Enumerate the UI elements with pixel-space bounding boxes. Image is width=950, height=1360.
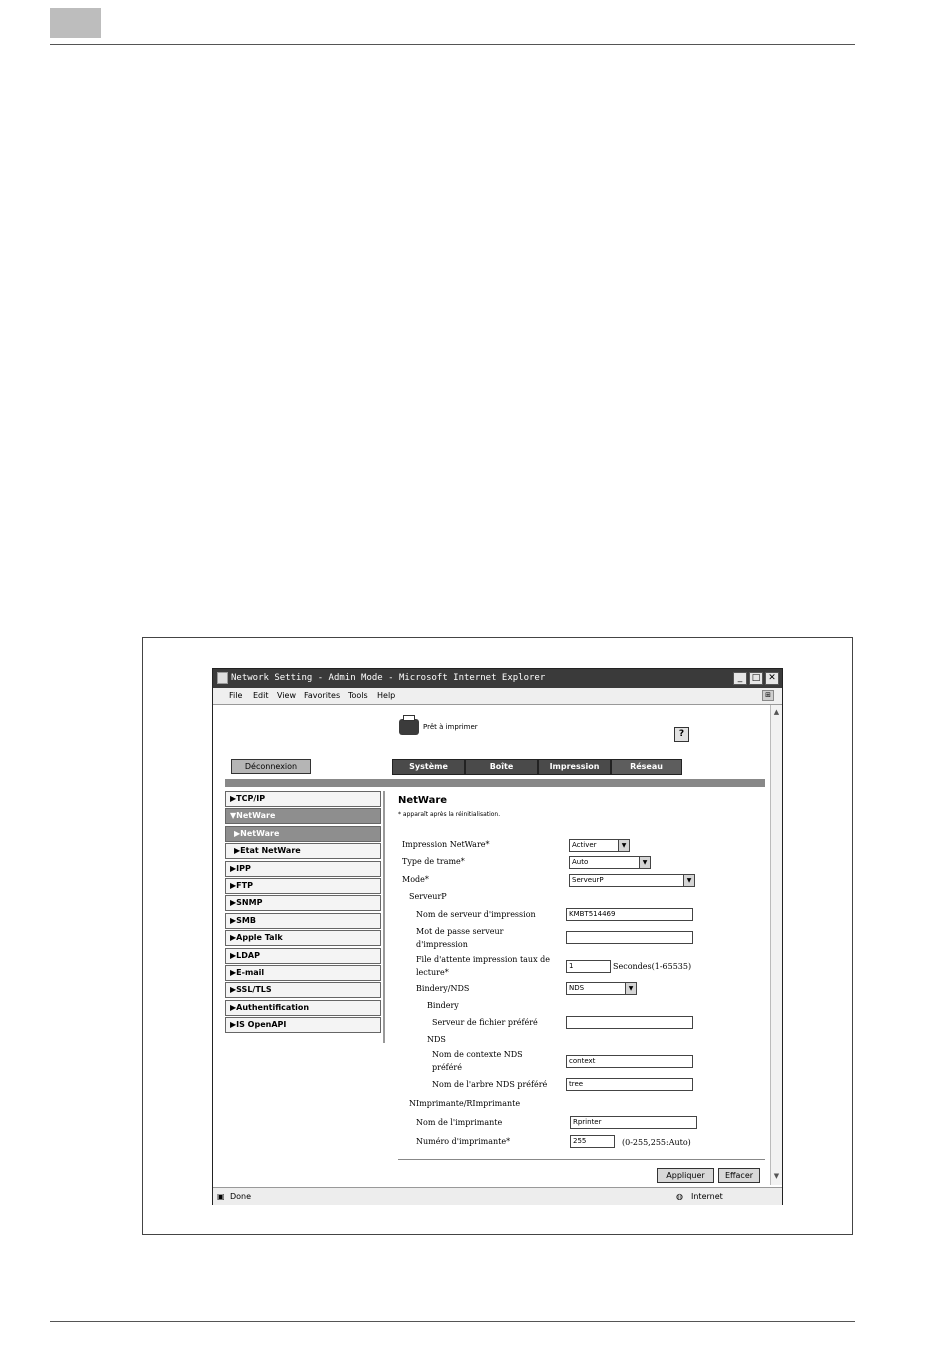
page-content [213, 705, 770, 1185]
file-attente-label-line1: File d'attente impression taux de [416, 955, 550, 964]
nom-serveur-label: Nom de serveur d'impression [416, 910, 536, 919]
header-divider-bar [225, 779, 765, 787]
mot-passe-label-line1: Mot de passe serveur [416, 927, 504, 936]
chevron-down-icon: ▼ [683, 875, 694, 886]
form-divider [398, 1159, 765, 1160]
tab-systeme[interactable]: Système [392, 759, 465, 775]
scroll-up-icon[interactable]: ▲ [773, 708, 780, 716]
globe-icon: ◍ [676, 1192, 683, 1201]
scroll-down-icon[interactable]: ▼ [773, 1172, 780, 1180]
menu-tools[interactable]: Tools [348, 691, 368, 700]
menu-edit[interactable]: Edit [253, 691, 269, 700]
tab-boite[interactable]: Boîte [465, 759, 538, 775]
arbre-nds-input[interactable]: tree [566, 1078, 693, 1091]
numero-imprimante-label: Numéro d'imprimante* [416, 1137, 511, 1146]
type-trame-value: Auto [572, 858, 589, 866]
impression-netware-value: Activer [572, 841, 597, 849]
sidebar-item-snmp[interactable]: ▶SNMP [225, 895, 381, 911]
file-attente-label-line2: lecture* [416, 968, 449, 977]
sidebar-item-smb[interactable]: ▶SMB [225, 913, 381, 929]
sidebar-item-netware[interactable]: ▼NetWare [225, 808, 381, 824]
tab-impression[interactable]: Impression [538, 759, 611, 775]
vertical-scrollbar[interactable] [770, 705, 782, 1185]
mot-passe-input[interactable] [566, 931, 693, 944]
window-title: Network Setting - Admin Mode - Microsoft Internet Explorer [231, 673, 546, 683]
ie-window-icon [217, 672, 228, 684]
browser-window [212, 668, 783, 1205]
section-nimprimante: NImprimante/RImprimante [409, 1099, 521, 1108]
zone-text: Internet [691, 1192, 723, 1201]
sidebar-subitem-netware[interactable]: ▶NetWare [225, 826, 381, 842]
mode-value: ServeurP [572, 876, 604, 884]
sidebar-item-authentification[interactable]: ▶Authentification [225, 1000, 381, 1016]
menu-favorites[interactable]: Favorites [304, 691, 341, 700]
minimize-icon[interactable]: _ [733, 672, 747, 685]
section-serveurp: ServeurP [409, 892, 447, 901]
numero-imprimante-hint: (0-255,255:Auto) [622, 1138, 691, 1147]
tab-reseau[interactable]: Réseau [611, 759, 682, 775]
chevron-down-icon: ▼ [639, 857, 650, 868]
menu-file[interactable]: File [229, 691, 243, 700]
sidebar-item-ftp[interactable]: ▶FTP [225, 878, 381, 894]
maximize-icon[interactable]: □ [749, 672, 763, 685]
bindery-nds-label: Bindery/NDS [416, 984, 470, 993]
bindery-nds-select[interactable] [566, 982, 637, 995]
bindery-nds-value: NDS [569, 984, 585, 992]
mode-select[interactable] [569, 874, 695, 887]
chevron-down-icon: ▼ [618, 840, 629, 851]
sidebar-item-apple-talk[interactable]: ▶Apple Talk [225, 930, 381, 946]
status-bar [213, 1187, 782, 1205]
serveur-fichier-label: Serveur de fichier préféré [432, 1018, 538, 1027]
contexte-nds-label-line2: préféré [432, 1063, 462, 1072]
nom-imprimante-input[interactable]: Rprinter [570, 1116, 697, 1129]
nom-serveur-input[interactable]: KMBT514469 [566, 908, 693, 921]
nom-imprimante-label: Nom de l'imprimante [416, 1118, 503, 1127]
page-done-icon: ▣ [217, 1192, 225, 1201]
menu-view[interactable]: View [277, 691, 296, 700]
help-button[interactable]: ? [674, 727, 689, 742]
arbre-nds-label: Nom de l'arbre NDS préféré [432, 1080, 548, 1089]
sidebar-subitem-etat-netware[interactable]: ▶Etat NetWare [225, 843, 381, 859]
impression-netware-select[interactable] [569, 839, 630, 852]
type-trame-label: Type de trame* [402, 857, 465, 866]
status-text: Done [230, 1192, 252, 1201]
sidebar-nav [225, 791, 385, 1043]
title-bar [213, 669, 782, 688]
numero-imprimante-input[interactable]: 255 [570, 1135, 615, 1148]
sidebar-item-ipp[interactable]: ▶IPP [225, 861, 381, 877]
mode-label: Mode* [402, 875, 429, 884]
clear-button[interactable]: Effacer [718, 1168, 760, 1183]
chevron-down-icon: ▼ [625, 983, 636, 994]
sidebar-item-ldap[interactable]: ▶LDAP [225, 948, 381, 964]
section-nds: NDS [427, 1035, 446, 1044]
file-attente-input[interactable]: 1 [566, 960, 611, 973]
sidebar-item-is-openapi[interactable]: ▶IS OpenAPI [225, 1017, 381, 1033]
menu-bar [213, 688, 782, 705]
contexte-nds-input[interactable]: context [566, 1055, 693, 1068]
logout-button[interactable]: Déconnexion [231, 759, 311, 774]
mot-passe-label-line2: d'impression [416, 940, 468, 949]
printer-status: Prêt à imprimer [423, 723, 478, 731]
impression-netware-label: Impression NetWare* [402, 840, 490, 849]
section-bindery: Bindery [427, 1001, 459, 1010]
contexte-nds-label-line1: Nom de contexte NDS [432, 1050, 523, 1059]
chapter-tab [50, 8, 101, 38]
page-title: NetWare [398, 795, 448, 806]
apply-button[interactable]: Appliquer [657, 1168, 714, 1183]
footer-rule [50, 1321, 855, 1322]
serveur-fichier-input[interactable] [566, 1016, 693, 1029]
file-attente-hint: Secondes(1-65535) [613, 962, 692, 971]
close-icon[interactable]: ✕ [765, 672, 779, 685]
sidebar-item-ssl-tls[interactable]: ▶SSL/TLS [225, 982, 381, 998]
reset-note: * apparaît après la réinitialisation. [398, 811, 501, 818]
header-rule [50, 44, 855, 45]
windows-logo-icon: ⊞ [762, 690, 774, 701]
type-trame-select[interactable] [569, 856, 651, 869]
sidebar-item-email[interactable]: ▶E-mail [225, 965, 381, 981]
printer-icon [399, 719, 419, 735]
sidebar-item-tcpip[interactable]: ▶TCP/IP [225, 791, 381, 807]
menu-help[interactable]: Help [377, 691, 396, 700]
